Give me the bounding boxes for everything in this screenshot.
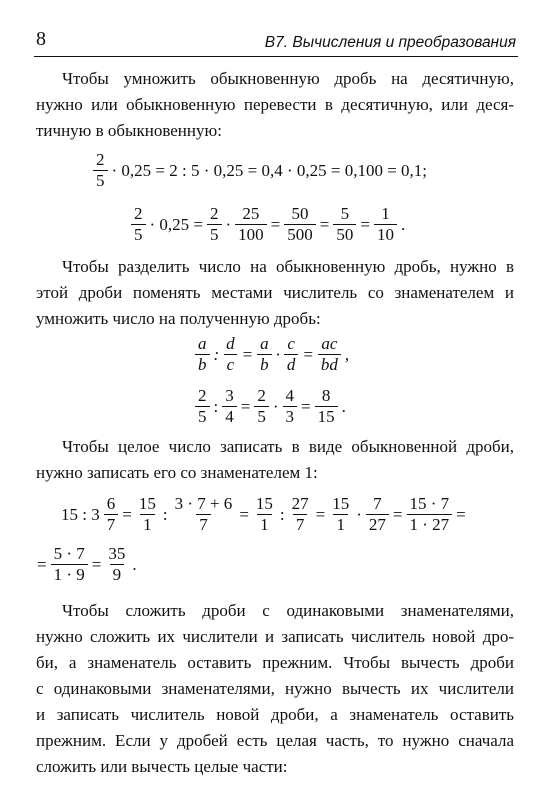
text-line: прежним. Если у дробей есть целая часть, то нужно сначала — [36, 731, 514, 750]
text-line: этой дроби поменять местами числитель со знаменателем и — [36, 283, 514, 302]
header-divider — [34, 56, 518, 57]
math-text: = — [91, 554, 102, 574]
equation-2 — [130, 204, 408, 245]
math-text: . — [400, 214, 406, 234]
math-text: = — [122, 504, 132, 524]
math-text: · 0,25 = 2 : 5 · 0,25 = 0,4 · 0,25 = 0,100 = 0,1; — [111, 160, 428, 180]
math-text: = — [239, 504, 249, 524]
fraction: $\frac{8}{15}$ — [315, 386, 338, 427]
fraction: $\frac{2}{5}$ — [254, 386, 269, 427]
text-line: нужно сложить их числители и записать числитель новой дро- — [36, 627, 514, 646]
math-text: . — [132, 554, 137, 574]
paragraph-divide-fraction — [36, 254, 514, 332]
fraction: $\frac{3 \cdot 7 + 6}{7}$ — [174, 494, 233, 534]
math-text: · — [272, 396, 279, 416]
fraction: $\frac{a}{b}$ — [195, 334, 210, 375]
fraction: $\frac{15}{1}$ — [332, 494, 350, 534]
fraction: $\frac{1}{10}$ — [374, 204, 397, 245]
fraction: $\frac{2}{5}$ — [207, 204, 222, 245]
math-text: : — [162, 504, 168, 524]
paragraph-add-fractions — [36, 598, 514, 780]
math-text: · — [225, 214, 232, 234]
math-text: = — [37, 554, 47, 574]
text-line: Чтобы сложить дроби с одинаковыми знаменателями, — [62, 601, 514, 620]
text-line: би, а знаменатель оставить прежним. Чтобы вычесть дроби — [36, 653, 514, 672]
fraction: $\frac{4}{3}$ — [283, 386, 298, 427]
fraction: $\frac{15}{1}$ — [138, 494, 156, 534]
text-line: Чтобы разделить число на обыкновенную дробь, нужно в — [62, 257, 514, 276]
fraction: $\frac{2}{5}$ — [93, 150, 108, 191]
fraction: $\frac{7}{27}$ — [366, 494, 389, 535]
text-line: нужно записать его со знаменателем 1: — [36, 463, 318, 482]
fraction: $\frac{35}{9}$ — [108, 544, 126, 584]
equation-6 — [34, 544, 140, 585]
text-line: умножить число на полученную дробь: — [36, 309, 321, 328]
math-text: = — [301, 396, 311, 416]
equation-4 — [194, 386, 349, 427]
math-text: · — [356, 504, 362, 524]
text-line: сложить или вычесть целые части: — [36, 757, 288, 776]
text-line: и записать числитель новой дроби, а знаменатель оставить — [36, 705, 514, 724]
fraction: $\frac{6}{7}$ — [104, 494, 119, 535]
fraction: $\frac{a}{b}$ — [257, 334, 272, 375]
text-line: нужно или обыкновенную перевести в десятичную, или деся- — [36, 95, 514, 114]
fraction: $\frac{2}{5}$ — [195, 386, 210, 427]
paragraph-multiply-decimal — [36, 66, 514, 144]
math-text: = — [315, 504, 326, 524]
equation-5 — [58, 494, 469, 535]
fraction: $\frac{c}{d}$ — [284, 334, 299, 375]
fraction: $\frac{25}{100}$ — [235, 204, 267, 245]
equation-3 — [194, 334, 352, 375]
math-text: = — [319, 214, 330, 234]
math-text: : — [279, 504, 285, 524]
text-line: Чтобы умножить обыкновенную дробь на десятичную, — [62, 69, 514, 88]
math-text: : — [213, 396, 219, 416]
math-text: · 0,25 = — [149, 214, 203, 234]
section-title: В7. Вычисления и преобразования — [264, 34, 516, 51]
fraction: $\frac{50}{500}$ — [284, 204, 316, 245]
math-text: = — [241, 344, 254, 364]
math-text: = — [240, 396, 251, 416]
text-line: с одинаковыми знаменателями, нужно вычесть их числители — [36, 679, 514, 698]
page-number: 8 — [36, 28, 46, 50]
text-line: Чтобы целое число записать в виде обыкновенной дроби, — [62, 437, 514, 456]
fraction: $\frac{3}{4}$ — [222, 386, 237, 427]
math-text: = — [456, 504, 466, 524]
fraction: $\frac{5}{50}$ — [333, 204, 356, 245]
math-text: = — [392, 504, 403, 524]
math-text: 15 : 3 — [61, 504, 100, 524]
fraction: $\frac{d}{c}$ — [223, 334, 238, 375]
math-text: = — [302, 344, 314, 364]
fraction: $\frac{5 \cdot 7}{1 \cdot 9}$ — [51, 544, 88, 585]
math-text: = — [270, 214, 281, 234]
equation-1 — [92, 150, 430, 191]
math-text: · — [275, 344, 280, 364]
fraction: $\frac{27}{7}$ — [291, 494, 309, 534]
math-text: = — [360, 214, 370, 234]
fraction: $\frac{2}{5}$ — [131, 204, 146, 245]
fraction: $\frac{15}{1}$ — [255, 494, 273, 534]
text-line: тичную в обыкновенную: — [36, 121, 222, 140]
math-text: : — [213, 344, 220, 364]
paragraph-integer-fraction — [36, 434, 514, 486]
math-text: , — [344, 344, 350, 364]
math-text: . — [341, 396, 346, 416]
fraction: $\frac{ac}{bd}$ — [318, 334, 341, 375]
fraction: $\frac{15 \cdot 7}{1 \cdot 27}$ — [407, 494, 453, 535]
